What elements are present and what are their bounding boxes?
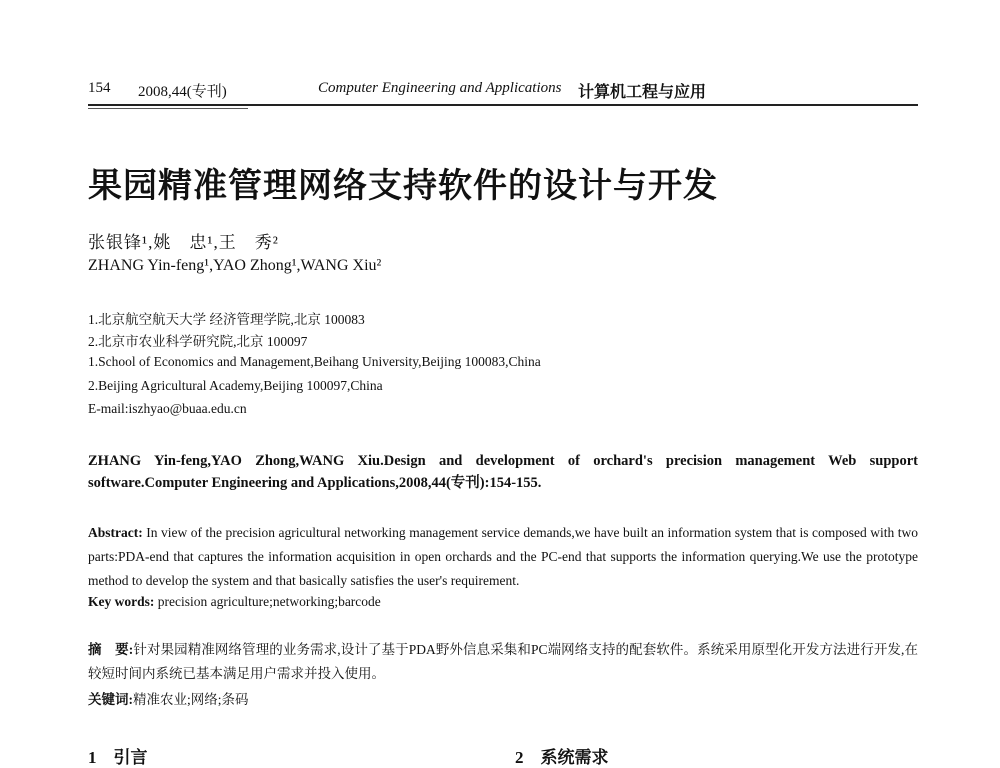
year-issue: 2008,44(专刊): [138, 84, 227, 100]
page-number: 154: [88, 80, 111, 96]
abstract-cn-label: 摘 要:: [88, 642, 134, 657]
affiliation-en-2: 2.Beijing Agricultural Academy,Beijing 100097,China: [88, 378, 383, 393]
citation: ZHANG Yin-feng,YAO Zhong,WANG Xiu.Design and development of orchard's precision management Web support software.Computer Engineering and Applications,2008,44(专刊):154-155.: [88, 453, 918, 491]
keywords-cn: [88, 688, 249, 708]
authors-chinese: 张银锋¹,姚 忠¹,王 秀²: [88, 233, 279, 252]
authors-english: ZHANG Yin-feng¹,YAO Zhong¹,WANG Xiu²: [88, 257, 382, 274]
affiliation-cn-2: 2.北京市农业科学研究院,北京 100097: [88, 334, 308, 349]
abstract-text: In view of the precision agricultural networking management service demands,we have built an information system that is composed with two parts:PDA-end that captures the information acquisition in open orchards and the PC-end that supports the information querying.We use the prototype method to develop the system and that basically satisfies the user's requirement.: [88, 525, 918, 588]
running-header: [88, 78, 918, 102]
affiliation-cn-1: 1.北京航空航天大学 经济管理学院,北京 100083: [88, 312, 365, 327]
keywords-cn-label: 关键词:: [88, 692, 133, 707]
abstract-en: [88, 521, 918, 593]
keywords-label: Key words:: [88, 594, 155, 609]
paper-title: 果园精准管理网络支持软件的设计与开发: [88, 168, 718, 205]
contact-email: E-mail:iszhyao@buaa.edu.cn: [88, 401, 247, 416]
section-heading-requirements: 2 系统需求: [515, 748, 609, 767]
journal-name-cn: 计算机工程与应用: [578, 84, 707, 101]
keywords-text: precision agriculture;networking;barcode: [154, 594, 381, 609]
keywords-cn-text: 精准农业;网络;条码: [133, 692, 249, 707]
header-rule-secondary: [88, 108, 248, 109]
keywords-en: [88, 594, 381, 610]
affiliation-en-1: 1.School of Economics and Management,Beihang University,Beijing 100083,China: [88, 354, 541, 369]
header-rule: [88, 104, 918, 106]
journal-name-en: Computer Engineering and Applications: [318, 80, 562, 96]
section-heading-introduction: 1 引言: [88, 748, 148, 767]
abstract-label: Abstract:: [88, 525, 143, 540]
abstract-cn: [88, 638, 918, 686]
abstract-cn-text: 针对果园精准网络管理的业务需求,设计了基于PDA野外信息采集和PC端网络支持的配套软件。系统采用原型化开发方法进行开发,在较短时间内系统已基本满足用户需求并投入使用。: [88, 642, 918, 681]
